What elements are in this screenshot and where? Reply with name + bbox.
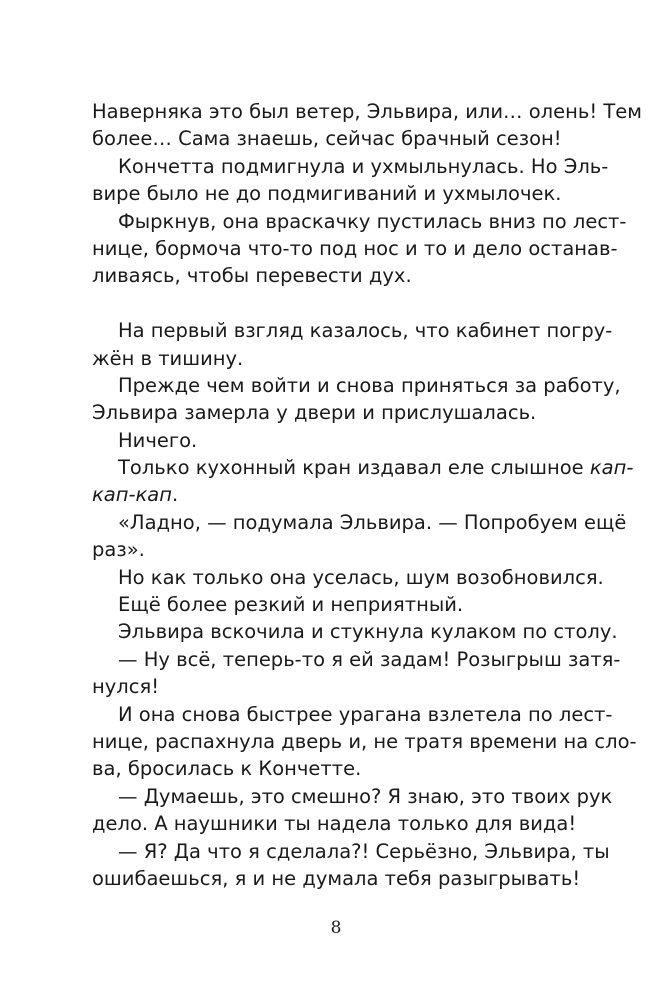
- text-line: Эльвира замерла у двери и прислушалась.: [92, 401, 537, 425]
- text-line: вире было не до подмигиваний и ухмылочек.: [92, 182, 562, 206]
- text-line: ошибаешься, я и не думала тебя разыгрывать!: [92, 866, 581, 890]
- text-line: Эльвира вскочила и стукнула кулаком по столу.: [118, 620, 618, 644]
- text-line: ва, бросилась к Кончетте.: [92, 757, 362, 781]
- text-line: — Думаешь, это смешно? Я знаю, это твоих рук: [118, 784, 613, 808]
- text-line: Но как только она уселась, шум возобновился.: [118, 565, 604, 589]
- text-line: «Ладно, — подумала Эльвира. — Попробуем ещё: [118, 510, 627, 534]
- italic-segment: кап-кап: [92, 483, 172, 507]
- text-line: Ещё более резкий и неприятный.: [118, 593, 464, 617]
- text-line: дело. А наушники ты надела только для вида!: [92, 812, 577, 836]
- text-line: Кончетта подмигнула и ухмыльнулась. Но Эль-: [118, 154, 609, 178]
- text-line: Прежде чем войти и снова приняться за работу,: [118, 373, 621, 397]
- text-segment: Только кухонный кран издавал еле слышное: [118, 456, 584, 480]
- text-line: жён в тишину.: [92, 346, 244, 370]
- text-line: Наверняка это был ветер, Эльвира, или… олень! Тем: [92, 100, 643, 123]
- text-line: Фыркнув, она враскачку пустилась вниз по лест-: [118, 209, 627, 233]
- text-line: И она снова быстрее урагана взлетела по лест-: [118, 702, 613, 726]
- text-segment: .: [172, 483, 179, 507]
- text-line: нулся!: [92, 675, 160, 699]
- body-text: [92, 98, 643, 892]
- text-line: — Я? Да что я сделала?! Серьёзно, Эльвира, ты: [118, 839, 610, 863]
- text-line: — Ну всё, теперь-то я ей задам! Розыгрыш затя-: [118, 647, 621, 671]
- italic-segment: кап-: [589, 456, 634, 480]
- text-line: Ничего.: [118, 428, 198, 452]
- text-line: раз».: [92, 538, 145, 562]
- text-line: [92, 481, 581, 508]
- text-line: [92, 454, 634, 481]
- text-line: нице, распахнула дверь и, не тратя времени на сло-: [92, 729, 637, 753]
- section-break: [92, 290, 581, 317]
- text-line: На первый взгляд казалось, что кабинет погру-: [118, 319, 613, 343]
- text-line: ливаясь, чтобы перевести дух.: [92, 264, 412, 288]
- text-line: более… Сама знаешь, сейчас брачный сезон!: [92, 127, 562, 151]
- text-line: нице, бормоча что-то под нос и то и дело останав-: [92, 236, 618, 260]
- page-number: 8: [330, 918, 342, 938]
